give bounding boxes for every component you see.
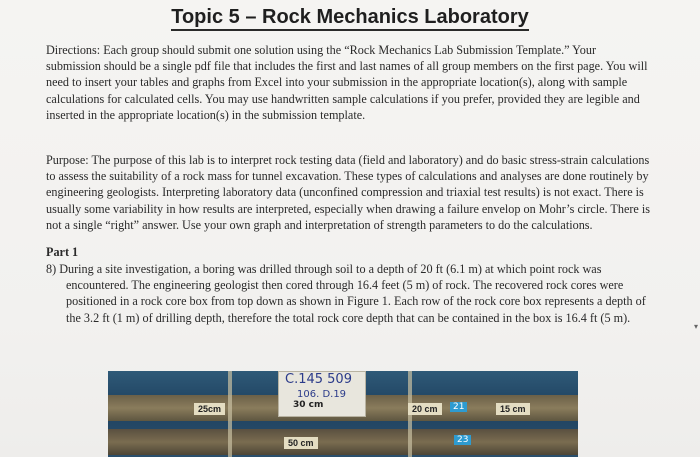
directions-paragraph: Directions: Each group should submit one solution using the “Rock Mechanics Lab Submission Template.” Your submission should be a single pdf file that includes the first and last names of all group members on the first page. You will need to insert your tables and graphs from Excel into your submission in the appropriate location(s), along with sample calculations for calculated cells. You may use handwritten sample calculations if you prefer, provided they are legible and inserted in the appropriate location(s) in the submission template. — [46, 43, 648, 122]
arrow-icon: ▾ — [694, 322, 699, 331]
length-tag-right: 15 cm — [496, 403, 530, 415]
purpose-paragraph: Purpose: The purpose of this lab is to interpret rock testing data (field and laboratory) and do basic stress-strain calculations to assess the suitability of a rock mass for tunnel excavation. These types of calculations and analyses are done routinely by engineering geologists. Interpreting laboratory data (unconfined compression and triaxial test results) is not exact. There is usually some variability in how results are interpreted, especially when drawing a failure envelop on Mohr’s circle. There is not a single “right” answer. Use your own graph and interpretation of strength parameters to do the calculations. — [46, 153, 650, 232]
core-box-photo — [108, 371, 578, 457]
length-tag-mid: 20 cm — [408, 403, 442, 415]
length-tag-left: 25cm — [194, 403, 225, 415]
part-heading: Part 1 — [46, 245, 79, 259]
page-title-text: Topic 5 – Rock Mechanics Laboratory — [171, 6, 529, 31]
core-number-badge: 21 — [450, 402, 467, 412]
question-8: 8) During a site investigation, a boring was drilled through soil to a depth of 20 ft (6.1 m) at which point rock was encountered. The engineering geologist then cored through 16.4 feet (5 m) of rock. The recovered rock cores were positioned in a rock core box from top down as shown in Figure 1. Each row of the rock core box represents a depth of the 3.2 ft (1 m) of drilling depth, therefore the total rock core depth that can be contained in the box is 16.4 ft (5 m). — [46, 262, 646, 325]
core-divider — [228, 371, 232, 457]
card-line-1: C.145 509 — [285, 372, 352, 387]
card-line-2: 106. D.19 — [297, 389, 347, 400]
core-number-badge: 23 — [454, 435, 471, 445]
page-title — [0, 6, 700, 29]
core-label-card — [278, 371, 366, 417]
length-tag-bottom: 50 cm — [284, 437, 318, 449]
core-row-2 — [108, 429, 578, 455]
card-line-3: 30 cm — [293, 400, 324, 410]
